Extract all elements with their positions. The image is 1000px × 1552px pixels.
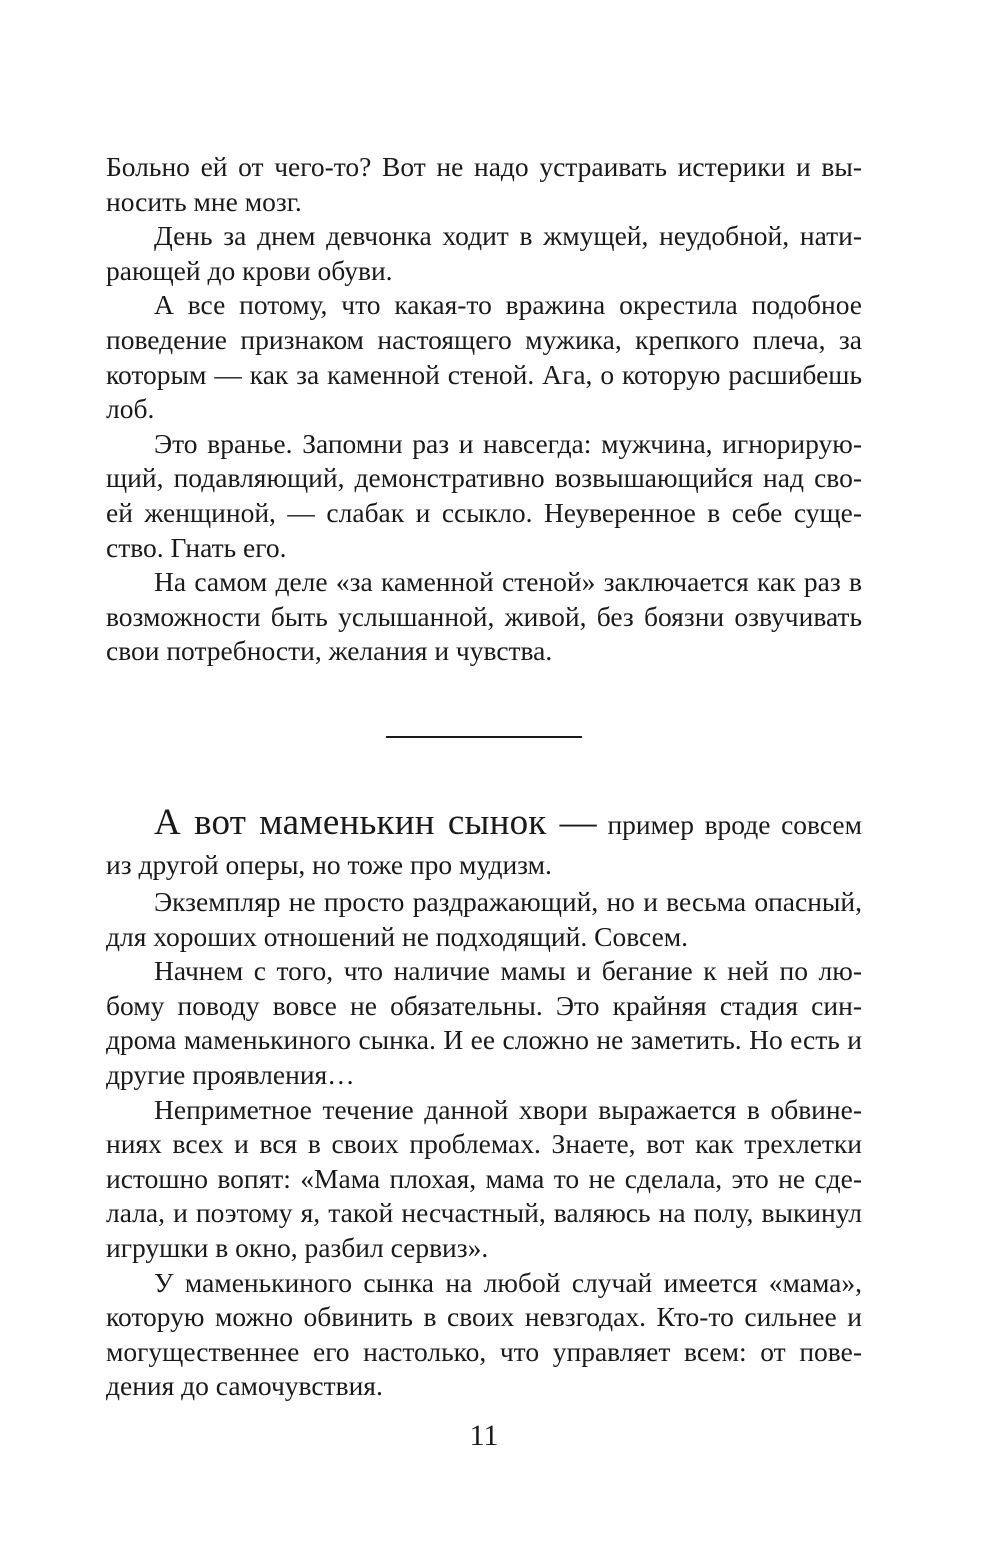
page-number: 11 — [469, 1419, 499, 1452]
paragraph: У маменькиного сынка на любой случай имеется «мама», которую можно обвинить в своих невзгодах. Кто-то сильнее и могущественнее его настолько, что управляет всем: от поведения до самочувствия. — [106, 1266, 862, 1402]
lead-rest-text: пример вроде совсем из другой оперы, но тоже про мудизм. — [106, 809, 862, 880]
paragraph: Начнем с того, что наличие мамы и бегание к ней по любому поводу вовсе не обязательны. Это крайняя стадия синдрома маменькиного сынка. И ее сложно не заметить. Но есть и другие проявления… — [106, 955, 862, 1090]
paragraph: Экземпляр не просто раздражающий, но и весьма опасный, для хороших отношений не подходящий. Совсем. — [106, 886, 862, 952]
section-one — [106, 150, 862, 669]
paragraph: Больно ей от чего-то? Вот не надо устраивать истерики и выносить мне мозг. — [106, 151, 862, 217]
paragraph: Неприметное течение данной хвори выражается в обвинениях всех и вся в своих проблемах. Знаете, вот как трехлетки истошно вопят: «Мама плохая, мама то не сделала, это не сделала, и поэтому я, такой несчастный, валяюсь на полу, выкинул игрушки в окно, разбил сервиз». — [106, 1093, 862, 1263]
section-divider — [386, 736, 582, 738]
lead-large-text: А вот маменькин сынок — — [154, 802, 597, 843]
paragraph: А все потому, что какая-то вражина окрестила подобное поведение признаком настоящего мужика, крепкого плеча, за которым — как за каменной стеной. Ага, о которую расшибешь лоб. — [106, 289, 862, 425]
paragraph: На самом деле «за каменной стеной» заключается как раз в возможности быть услышанной, живой, без боязни озвучивать свои потребности, желания и чувства. — [106, 566, 862, 667]
lead-paragraph — [106, 803, 862, 885]
paragraph: Это вранье. Запомни раз и навсегда: мужчина, игнорирующий, подавляющий, демонстративно возвышающийся над своей женщиной, — слабак и ссыкло. Неуверенное в себе существо. Гнать его. — [106, 427, 862, 563]
paragraph: День за днем девчонка ходит в жмущей, неудобной, натирающей до крови обуви. — [106, 220, 862, 286]
section-two — [106, 803, 862, 1404]
